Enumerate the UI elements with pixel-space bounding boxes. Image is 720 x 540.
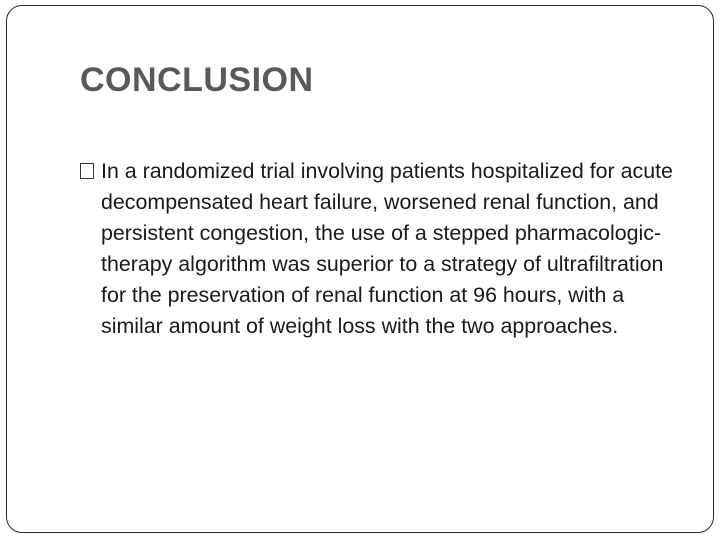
bullet-list [80, 156, 680, 342]
slide-title: CONCLUSION [80, 61, 314, 99]
bullet-square-icon [80, 163, 94, 179]
bullet-item [80, 156, 680, 342]
bullet-text: In a randomized trial involving patients hospitalized for acute decompensated heart failure, worsened renal function, and persistent congestion, the use of a stepped pharmacologic-therapy algorithm was superior to a strategy of ultrafiltration for the preservation of renal function at 96 hours, with a similar amount of weight loss with the two approaches. [101, 159, 673, 338]
